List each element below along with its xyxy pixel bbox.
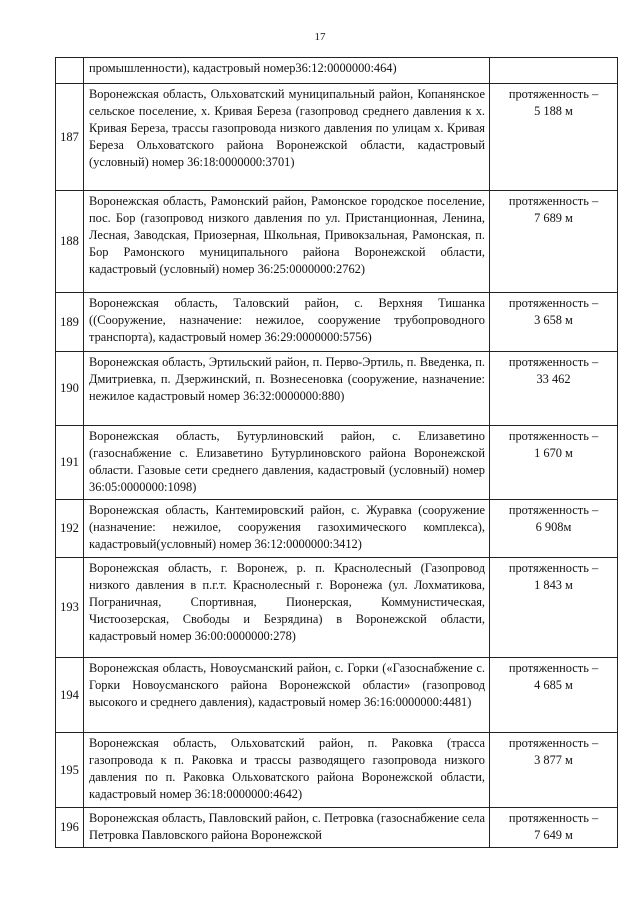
table-row (56, 658, 618, 733)
table-row (56, 808, 618, 848)
row-number: 193 (56, 558, 84, 658)
row-number: 190 (56, 352, 84, 426)
row-number: 192 (56, 500, 84, 558)
extent-cell (490, 558, 618, 658)
object-description: Воронежская область, Рамонский район, Рамонское городское поселение, пос. Бор (газопровод низкого давления по ул. Пристанционная, Ленина, Лесная, Заводская, Приозерная, Школьная, Привокзальная, Рамонская, п. Бор Рамонского муниципального района Воронежской области, кадастровый (условный) номер 36:25:0000000:2762) (84, 191, 490, 293)
extent-label: протяженность – (508, 561, 599, 575)
object-description: Воронежская область, Эртильский район, п. Перво-Эртиль, п. Введенка, п. Дмитриевка, п. Дзержинский, п. Вознесеновка (сооружение, назначение: нежилое кадастровый номер 36:32:0000000:880) (84, 352, 490, 426)
extent-value: 7 689 м (534, 211, 573, 225)
object-description: Воронежская область, Ольховатский муниципальный район, Копанянское сельское поселение, х. Кривая Береза (газопровод среднего давления к х. Кривая Береза, трассы газопровода низкого давления по улицам х. Кривая Береза Ольховатского района Воронежской области, кадастровый (условный) номер 36:18:0000000:3701) (84, 84, 490, 191)
table-row (56, 558, 618, 658)
object-description: Воронежская область, Павловский район, с. Петровка (газоснабжение села Петровка Павловского района Воронежской (84, 808, 490, 848)
extent-value: 4 685 м (534, 678, 573, 692)
extent-label: протяженность – (508, 811, 599, 825)
object-description: Воронежская область, г. Воронеж, р. п. Краснолесный (Газопровод низкого давления в п.г.т. Краснолесный г. Воронежа (ул. Лохматикова, Пограничная, Спортивная, Пионерская, Коммунистическая, Чистоозерская, Свободы и Безрядина) в Воронежской области, кадастровый номер 36:00:0000000:278) (84, 558, 490, 658)
page-number: 17 (314, 31, 326, 43)
object-description: Воронежская область, Ольховатский район, п. Раковка (трасса газопровода к п. Раковка и трассы разводящего газопровода низкого давления по п. Раковка Ольховатского района Воронежской области, кадастровый номер 36:18:0000000:4642) (84, 733, 490, 808)
row-number: 188 (56, 191, 84, 293)
row-number: 196 (56, 808, 84, 848)
object-description: промышленности), кадастровый номер36:12:0000000:464) (84, 58, 490, 84)
extent-label: протяженность – (508, 355, 599, 369)
extent-value: 7 649 м (534, 828, 573, 842)
row-number: 194 (56, 658, 84, 733)
extent-cell (490, 500, 618, 558)
extent-value: 1 843 м (534, 578, 573, 592)
table-row (56, 352, 618, 426)
extent-cell (490, 293, 618, 352)
extent-cell (490, 58, 618, 84)
extent-label: протяженность – (508, 661, 599, 675)
object-description: Воронежская область, Новоусманский район, с. Горки («Газоснабжение с. Горки Новоусманского района Воронежской области» (газопровод высокого и среднего давления), кадастровый номер 36:16:0000000:4481) (84, 658, 490, 733)
extent-cell (490, 352, 618, 426)
extent-cell (490, 191, 618, 293)
table-row (56, 191, 618, 293)
object-description: Воронежская область, Таловский район, с. Верхняя Тишанка ((Сооружение, назначение: нежилое, сооружение трубопроводного транспорта), кадастровый номер 36:29:0000000:5756) (84, 293, 490, 352)
row-number: 191 (56, 426, 84, 500)
extent-value: 5 188 м (534, 104, 573, 118)
extent-value: 3 877 м (534, 753, 573, 767)
table-row (56, 500, 618, 558)
extent-value: 3 658 м (534, 313, 573, 327)
extent-label: протяженность – (508, 87, 599, 101)
object-description: Воронежская область, Кантемировский район, с. Журавка (сооружение (назначение: нежилое, сооружения газохимического комплекса), кадастровый(условный) номер 36:12:0000000:3412) (84, 500, 490, 558)
row-number: 195 (56, 733, 84, 808)
extent-cell (490, 84, 618, 191)
table-row (56, 426, 618, 500)
table-row (56, 733, 618, 808)
extent-label: протяженность – (508, 429, 599, 443)
object-description: Воронежская область, Бутурлиновский район, с. Елизаветино (газоснабжение с. Елизаветино Бутурлиновского района Воронежской области. Газовые сети среднего давления, кадастровый (условный) номер 36:05:0000000:1098) (84, 426, 490, 500)
extent-label: протяженность – (508, 503, 599, 517)
table-row (56, 58, 618, 84)
extent-label: протяженность – (508, 194, 599, 208)
extent-value: 33 462 (536, 372, 571, 386)
extent-value: 6 908м (535, 520, 572, 534)
row-number (56, 58, 84, 84)
extent-cell (490, 733, 618, 808)
register-table (55, 57, 618, 848)
row-number: 189 (56, 293, 84, 352)
extent-value: 1 670 м (534, 446, 573, 460)
extent-cell (490, 658, 618, 733)
table-row (56, 293, 618, 352)
extent-label: протяженность – (508, 736, 599, 750)
table-row (56, 84, 618, 191)
extent-label: протяженность – (508, 296, 599, 310)
row-number: 187 (56, 84, 84, 191)
extent-cell (490, 426, 618, 500)
extent-cell (490, 808, 618, 848)
